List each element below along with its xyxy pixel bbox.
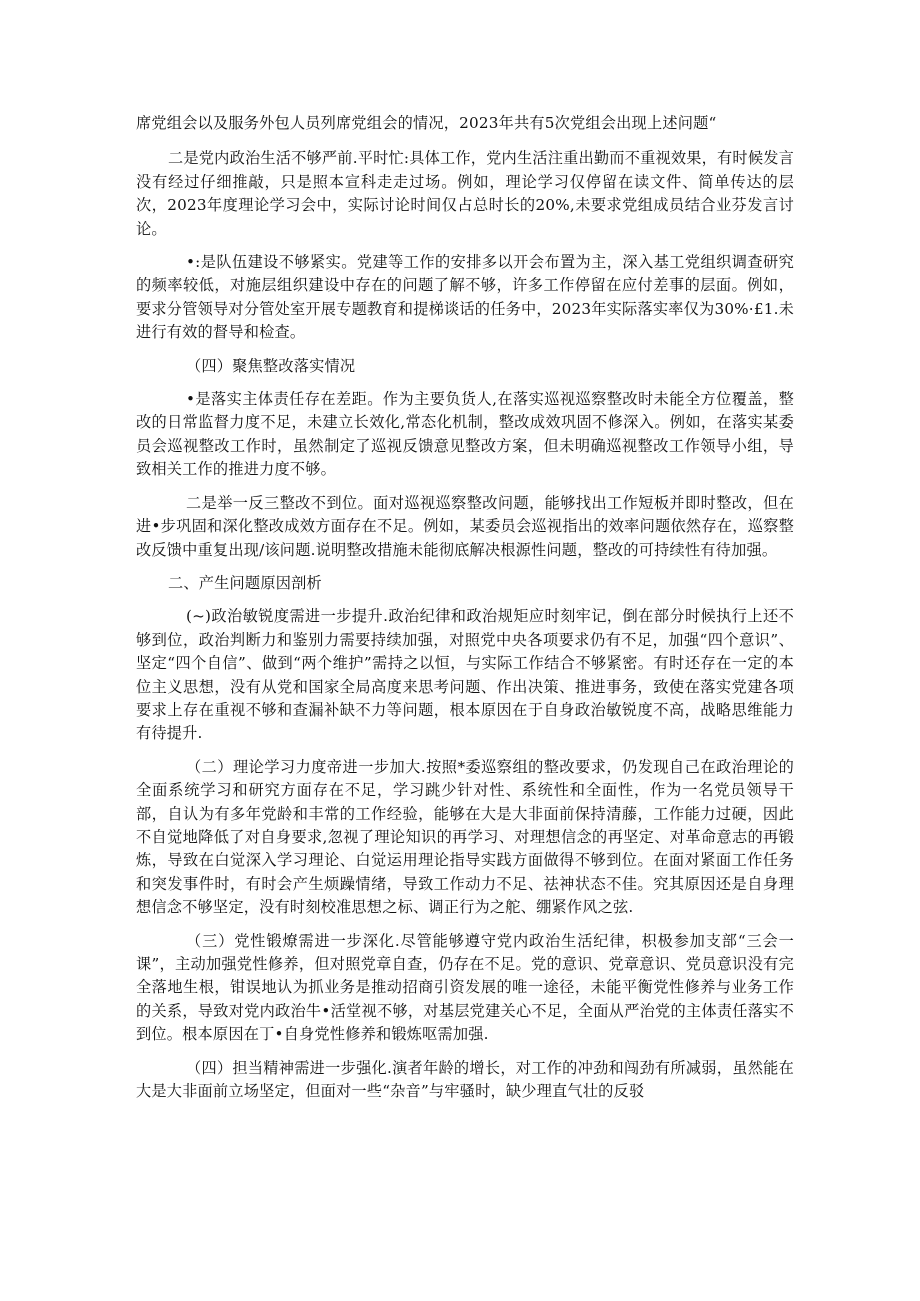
- section-heading-rectification: （四）聚焦整改落实情况: [186, 356, 356, 375]
- section-heading-cause-analysis: 二、产生问题原因剖析: [168, 573, 322, 592]
- paragraph-political-sensitivity: (~)政治敏锐度需进一步提升.政治纪律和政治规矩应时刻牢记，倒在部分时候执行上还不够到位，政治判断力和鉴别力需要持续加强，对照党中央各项要求仍有不足，加强“四个意识”、坚定“四个自信”、做到“两个维护”需持之以恒，与实际工作结合不够紧密。有时还存在一定的本位主义思想，没有从党和国家全局高度来思考问题、作出决策、推进事务，致使在落实党建各项要求上存在重视不够和查漏补缺不力等问题，根本原因在于自身政治敏锐度不高，战略思维能力有待提升.: [136, 607, 794, 743]
- paragraph-theory-study: （二）理论学习力度帝进一步加大.按照*委巡察组的整改要求，仍发现自己在政治理论的全面系统学习和研究方面存在不足，学习跳少针对性、系统性和全面性，作为一名党员领导干部，自认为有多年党龄和丰常的工作经验，能够在大是大非面前保持清藤，工作能力过硬，因此不自觉地降低了对自身要求,忽视了理论知识的再学习、对理想信念的再坚定、对革命意志的再锻炼，导致在白觉深入学习理论、白觉运用理论指导实践方面做得不够到位。在面对紧面工作任务和突发事件时，有时会产生烦躁情绪，导致工作动力不足、祛神状态不佳。究其原因还是自身理想信念不够坚定，没有时刻校准思想之标、调正行为之舵、绷紧作风之弦.: [136, 757, 794, 917]
- paragraph-inference-rectification: 二是举一反三整改不到位。面对巡视巡察整改问题，能够找出工作短板并即时整改，但在进•步巩固和深化整改成效方面存在不足。例如，某委员会巡视指出的效率问题依然存在，巡察整改反馈中重复出现/该问题.说明整改措施未能彻底解决根源性问题，整改的可持续性有待加强。: [136, 493, 794, 559]
- paragraph-party-spirit: （三）党性锻燎需进一步深化.尽管能够遵守党内政治生活纪律，枳极参加支部“三会一课”，主动加强党性修养，但对照党章自查，仍存在不足。党的意识、党章意识、党员意识没有完全落地生根，钳误地认为抓业务是推动招商引资发展的唯一途径，未能平衡党性修养与业务工作的关系，导致对党内政治牛•活堂视不够，对基层党建关心不足，全面从严治党的主体责任落实不到位。根本原因在丁•自身党性修养和锻炼呕需加强.: [136, 931, 794, 1044]
- paragraph-continuation: 席党组会以及服务外包人员列席党组会的情况，2023年共有5次党组会出现上述问题“: [136, 114, 717, 132]
- paragraph-main-responsibility: •是落实主体责任存在差距。作为主要负货人,在落实巡视巡察整改时未能全方位覆盖，整改的日常监督力度不足，未建立长效化,常态化机制，整改成效巩固不修深入。例如，在落实某委员会巡视整改工作时，虽然制定了巡视反馈意见整改方案，但未明确巡视整改工作领导小组，导致相关工作的推进力度不够。: [136, 390, 794, 479]
- paragraph-responsibility-spirit: （四）担当精神需进一步强化.演者年龄的增长，对工作的冲劲和闯劲有所减弱，虽然能在大是大非面前立场坚定，但面对一些“杂音”与牢骚时，缺少理直气壮的反驳: [136, 1058, 794, 1101]
- paragraph-team-building: •:是队伍建设不够紧实。党建等工作的安排多以开会布置为主，深入基工党组织调查研究的频率较低，对施层组织建设中存在的问题了解不够，许多工作停留在应付差事的层面。例如，要求分管领导对分管处室开展专题教育和提梯谈话的任务中，2023年实际落实率仅为30%·£1.未进行有效的督导和检查。: [136, 253, 794, 342]
- paragraph-political-life: 二是党内政治生活不够严前.平时忙:具体工作，党内生活注重出勤而不重视效果，有时候发言没有经过仔细推敲，只是照本宣科走走过场。例如，理论学习仅停留在读文件、简单传达的层次，2023年度理论学习会中，实际讨论时间仅占总时长的20%,未要求党组成员结合业芬发言讨论。: [136, 149, 794, 238]
